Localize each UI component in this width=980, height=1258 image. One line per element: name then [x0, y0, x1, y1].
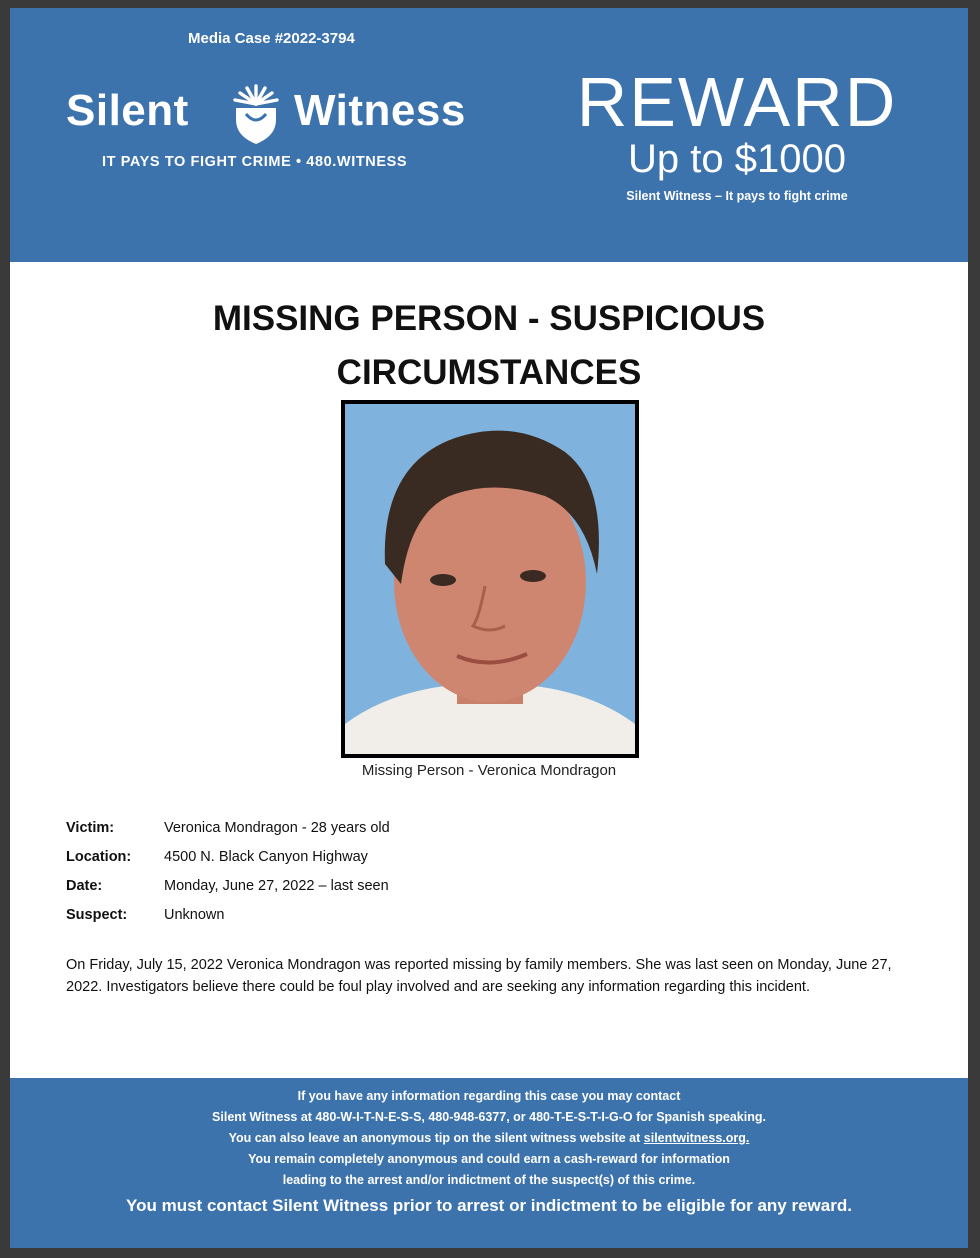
- reward-eligibility-notice: You must contact Silent Witness prior to arrest or indictment to be eligible for any reward.: [126, 1196, 852, 1215]
- case-narrative: On Friday, July 15, 2022 Veronica Mondragon was reported missing by family members. She was last seen on Monday, June 27, 2022. Investigators believe there could be foul play involved and are seeking any information regarding this incident.: [66, 957, 892, 995]
- detail-label: Location:: [66, 849, 132, 865]
- logo-tagline: IT PAYS TO FIGHT CRIME • 480.WITNESS: [102, 154, 408, 170]
- page-title-line-1: MISSING PERSON - SUSPICIOUS: [212, 299, 766, 338]
- detail-value: 4500 N. Black Canyon Highway: [164, 849, 368, 865]
- page-title-line-2: CIRCUMSTANCES: [336, 353, 642, 392]
- detail-row-location: [66, 847, 926, 876]
- footer-line-5: leading to the arrest and/or indictment of the suspect(s) of this crime.: [282, 1173, 696, 1187]
- media-case-number: Media Case #2022-3794: [188, 30, 355, 47]
- detail-label: Victim:: [66, 820, 115, 836]
- silentwitness-website-link[interactable]: silentwitness.org.: [643, 1131, 750, 1145]
- case-details: [66, 818, 926, 934]
- silent-witness-logo: [66, 80, 516, 180]
- detail-label: Suspect:: [66, 907, 128, 923]
- footer-banner: [10, 1078, 968, 1248]
- portrait-placeholder-icon: [345, 404, 635, 754]
- detail-row-suspect: [66, 905, 926, 934]
- footer-line-4: You remain completely anonymous and could earn a cash-reward for information: [248, 1152, 730, 1166]
- footer-line-2: Silent Witness at 480-W-I-T-N-E-S-S, 480-948-6377, or 480-T-E-S-T-I-G-O for Spanish speaking.: [212, 1110, 766, 1124]
- photo-caption: Missing Person - Veronica Mondragon: [361, 762, 617, 779]
- logo-word-silent: Silent: [66, 86, 189, 135]
- footer-line-3-text: You can also leave an anonymous tip on the silent witness website at: [228, 1131, 644, 1145]
- detail-value: Monday, June 27, 2022 – last seen: [164, 878, 389, 894]
- detail-label: Date:: [66, 878, 103, 894]
- detail-row-date: [66, 876, 926, 905]
- detail-value: Unknown: [164, 907, 225, 923]
- detail-row-victim: [66, 818, 926, 847]
- reward-amount: Up to $1000: [628, 137, 846, 181]
- footer-contact-info: [10, 1086, 968, 1191]
- logo-word-witness: Witness: [294, 86, 466, 135]
- footer-line-3: [10, 1128, 968, 1149]
- flyer-page: [10, 8, 968, 1248]
- header-banner: [10, 8, 968, 262]
- page-title: [10, 292, 968, 400]
- reward-note: Silent Witness – It pays to fight crime: [626, 189, 848, 203]
- missing-person-photo: [341, 400, 639, 758]
- reward-heading: REWARD: [576, 63, 898, 141]
- detail-value: Veronica Mondragon - 28 years old: [164, 820, 390, 836]
- sunburst-shield-icon: [230, 82, 282, 146]
- footer-line-1: If you have any information regarding this case you may contact: [297, 1089, 681, 1103]
